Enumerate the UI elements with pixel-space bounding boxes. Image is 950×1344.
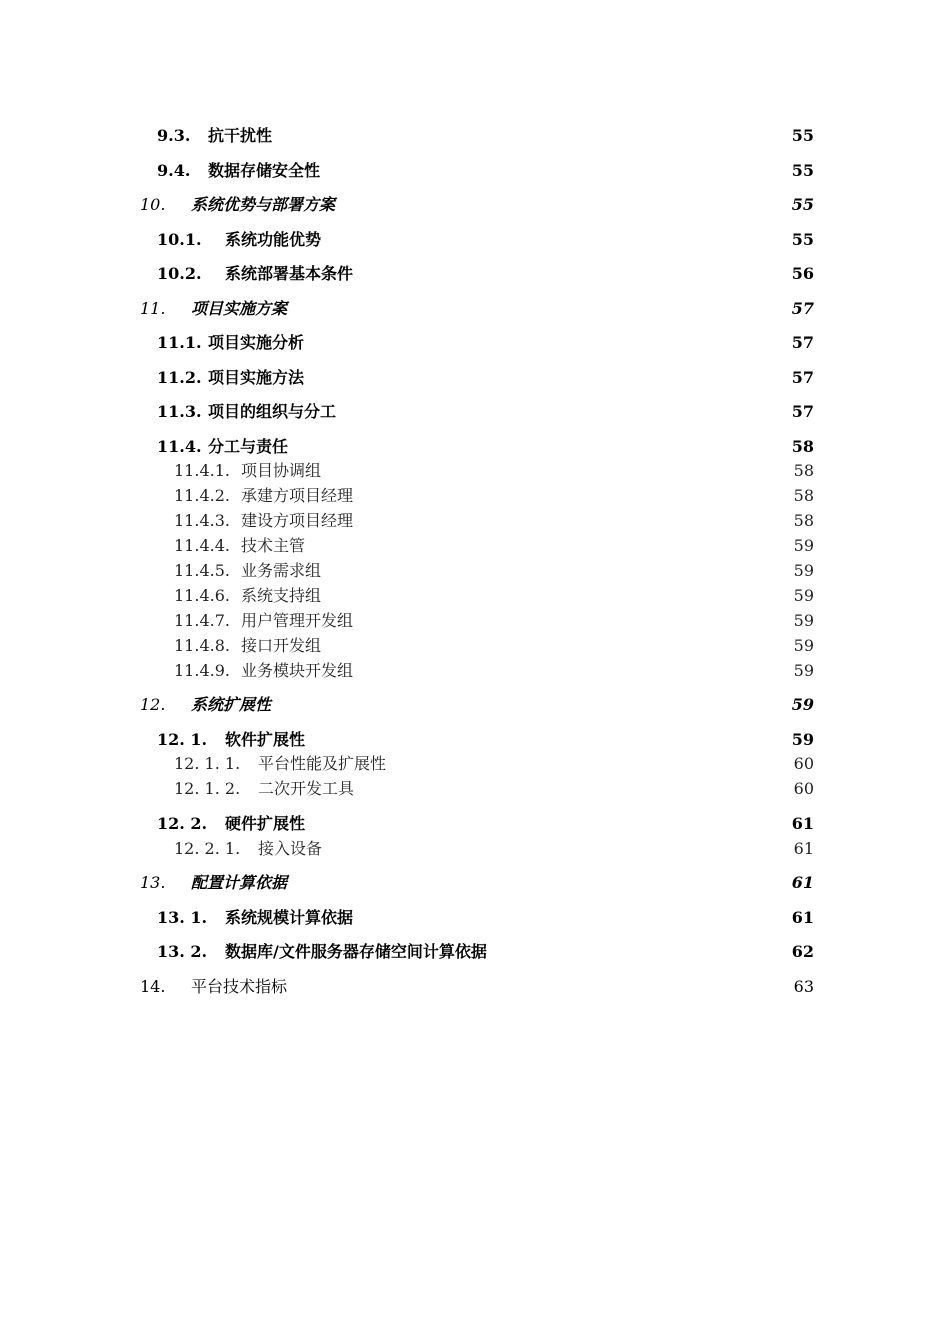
toc-entry[interactable] bbox=[0, 609, 950, 633]
toc-page: 59 bbox=[791, 730, 814, 749]
toc-number: 12. 1. 1. bbox=[174, 754, 241, 773]
toc-number: 12. 1. 2. bbox=[174, 779, 241, 798]
toc-title: 项目实施方案 bbox=[191, 299, 288, 318]
toc-entry[interactable] bbox=[0, 534, 950, 558]
toc-entry[interactable] bbox=[0, 693, 950, 717]
toc-entry[interactable] bbox=[0, 871, 950, 895]
toc-page: 59 bbox=[793, 636, 814, 655]
toc-page: 55 bbox=[791, 161, 814, 180]
toc-page: 58 bbox=[793, 486, 814, 505]
toc-number: 14. bbox=[140, 977, 166, 996]
toc-page: 55 bbox=[791, 126, 814, 145]
toc-page: 56 bbox=[791, 264, 814, 283]
toc-entry[interactable] bbox=[0, 584, 950, 608]
toc-page: 57 bbox=[791, 402, 814, 421]
toc-page: 63 bbox=[793, 977, 814, 996]
toc-title: 平台性能及扩展性 bbox=[258, 754, 387, 773]
toc-page: 59 bbox=[793, 536, 814, 555]
toc-number: 11.4.4. bbox=[174, 536, 230, 555]
toc-title: 系统部署基本条件 bbox=[225, 264, 354, 283]
toc-title: 平台技术指标 bbox=[191, 977, 288, 996]
toc-title: 用户管理开发组 bbox=[241, 611, 354, 630]
toc-page: 59 bbox=[793, 661, 814, 680]
toc-number: 10.2. bbox=[157, 264, 202, 283]
toc-page: 61 bbox=[791, 814, 814, 833]
toc-entry[interactable] bbox=[0, 331, 950, 355]
toc-title: 二次开发工具 bbox=[258, 779, 355, 798]
toc-number: 13. bbox=[140, 873, 166, 892]
toc-title: 建设方项目经理 bbox=[241, 511, 354, 530]
toc-page: 55 bbox=[791, 230, 814, 249]
toc-title: 抗干扰性 bbox=[208, 126, 273, 145]
toc-title: 项目的组织与分工 bbox=[208, 402, 337, 421]
toc-title: 数据存储安全性 bbox=[208, 161, 321, 180]
toc-entry[interactable] bbox=[0, 484, 950, 508]
toc-entry[interactable] bbox=[0, 728, 950, 752]
toc-number: 12. 2. 1. bbox=[174, 839, 241, 858]
toc-page: 61 bbox=[791, 873, 814, 892]
toc-number: 11.4.8. bbox=[174, 636, 230, 655]
toc-page: 60 bbox=[793, 754, 814, 773]
toc-number: 11.3. bbox=[157, 402, 202, 421]
toc-number: 11.4.5. bbox=[174, 561, 230, 580]
toc-number: 11.4.6. bbox=[174, 586, 230, 605]
toc-entry[interactable] bbox=[0, 459, 950, 483]
toc-number: 11.4. bbox=[157, 437, 202, 456]
toc-entry[interactable] bbox=[0, 193, 950, 217]
toc-title: 项目协调组 bbox=[241, 461, 322, 480]
toc-title: 业务模块开发组 bbox=[241, 661, 354, 680]
toc-number: 11. bbox=[140, 299, 166, 318]
toc-title: 系统功能优势 bbox=[225, 230, 322, 249]
toc-page: 60 bbox=[793, 779, 814, 798]
toc-entry[interactable] bbox=[0, 509, 950, 533]
toc-number: 12. 1. bbox=[157, 730, 208, 749]
toc-page: 55 bbox=[791, 195, 814, 214]
toc-number: 13. 1. bbox=[157, 908, 208, 927]
toc-title: 数据库/文件服务器存储空间计算依据 bbox=[225, 942, 487, 961]
toc-title: 业务需求组 bbox=[241, 561, 322, 580]
toc-number: 9.3. bbox=[157, 126, 191, 145]
toc-title: 硬件扩展性 bbox=[225, 814, 306, 833]
toc-entry[interactable] bbox=[0, 837, 950, 861]
toc-title: 配置计算依据 bbox=[191, 873, 288, 892]
toc-page: 59 bbox=[791, 695, 814, 714]
toc-number: 11.4.3. bbox=[174, 511, 230, 530]
toc-page: 57 bbox=[791, 333, 814, 352]
toc-title: 分工与责任 bbox=[208, 437, 289, 456]
toc-entry[interactable] bbox=[0, 940, 950, 964]
toc-title: 项目实施方法 bbox=[208, 368, 305, 387]
toc-number: 12. 2. bbox=[157, 814, 208, 833]
toc-title: 接口开发组 bbox=[241, 636, 322, 655]
toc-page: 57 bbox=[791, 299, 814, 318]
toc-title: 承建方项目经理 bbox=[241, 486, 354, 505]
toc-number: 11.4.1. bbox=[174, 461, 230, 480]
toc-page: 59 bbox=[793, 561, 814, 580]
toc-entry[interactable] bbox=[0, 975, 950, 999]
toc-entry[interactable] bbox=[0, 906, 950, 930]
toc-title: 技术主管 bbox=[241, 536, 306, 555]
toc-page: 59 bbox=[793, 586, 814, 605]
toc-entry[interactable] bbox=[0, 228, 950, 252]
toc-number: 11.4.9. bbox=[174, 661, 230, 680]
toc-entry[interactable] bbox=[0, 124, 950, 148]
toc-title: 软件扩展性 bbox=[225, 730, 306, 749]
toc-number: 11.1. bbox=[157, 333, 202, 352]
toc-title: 系统规模计算依据 bbox=[225, 908, 354, 927]
toc-entry[interactable] bbox=[0, 559, 950, 583]
toc-page: 57 bbox=[791, 368, 814, 387]
toc-title: 项目实施分析 bbox=[208, 333, 305, 352]
toc-number: 11.2. bbox=[157, 368, 202, 387]
toc-title: 系统优势与部署方案 bbox=[191, 195, 336, 214]
toc-page: 61 bbox=[793, 839, 814, 858]
toc-number: 11.4.7. bbox=[174, 611, 230, 630]
toc-entry[interactable] bbox=[0, 435, 950, 459]
toc-entry[interactable] bbox=[0, 400, 950, 424]
toc-number: 11.4.2. bbox=[174, 486, 230, 505]
toc-title: 系统扩展性 bbox=[191, 695, 272, 714]
toc-number: 13. 2. bbox=[157, 942, 208, 961]
toc-page: 58 bbox=[793, 511, 814, 530]
toc-entry[interactable] bbox=[0, 752, 950, 776]
toc-title: 系统支持组 bbox=[241, 586, 322, 605]
toc-entry[interactable] bbox=[0, 297, 950, 321]
toc-entry[interactable] bbox=[0, 777, 950, 801]
toc-entry[interactable] bbox=[0, 262, 950, 286]
toc-entry[interactable] bbox=[0, 634, 950, 658]
toc-page: 61 bbox=[791, 908, 814, 927]
toc-number: 9.4. bbox=[157, 161, 191, 180]
toc-title: 接入设备 bbox=[258, 839, 323, 858]
toc-number: 12. bbox=[140, 695, 166, 714]
toc-number: 10.1. bbox=[157, 230, 202, 249]
toc-page: 59 bbox=[793, 611, 814, 630]
toc-entry[interactable] bbox=[0, 812, 950, 836]
toc-page: 58 bbox=[793, 461, 814, 480]
toc-page: 58 bbox=[791, 437, 814, 456]
toc-entry[interactable] bbox=[0, 659, 950, 683]
toc-number: 10. bbox=[140, 195, 166, 214]
toc-entry[interactable] bbox=[0, 366, 950, 390]
toc-entry[interactable] bbox=[0, 159, 950, 183]
toc-page: 62 bbox=[791, 942, 814, 961]
